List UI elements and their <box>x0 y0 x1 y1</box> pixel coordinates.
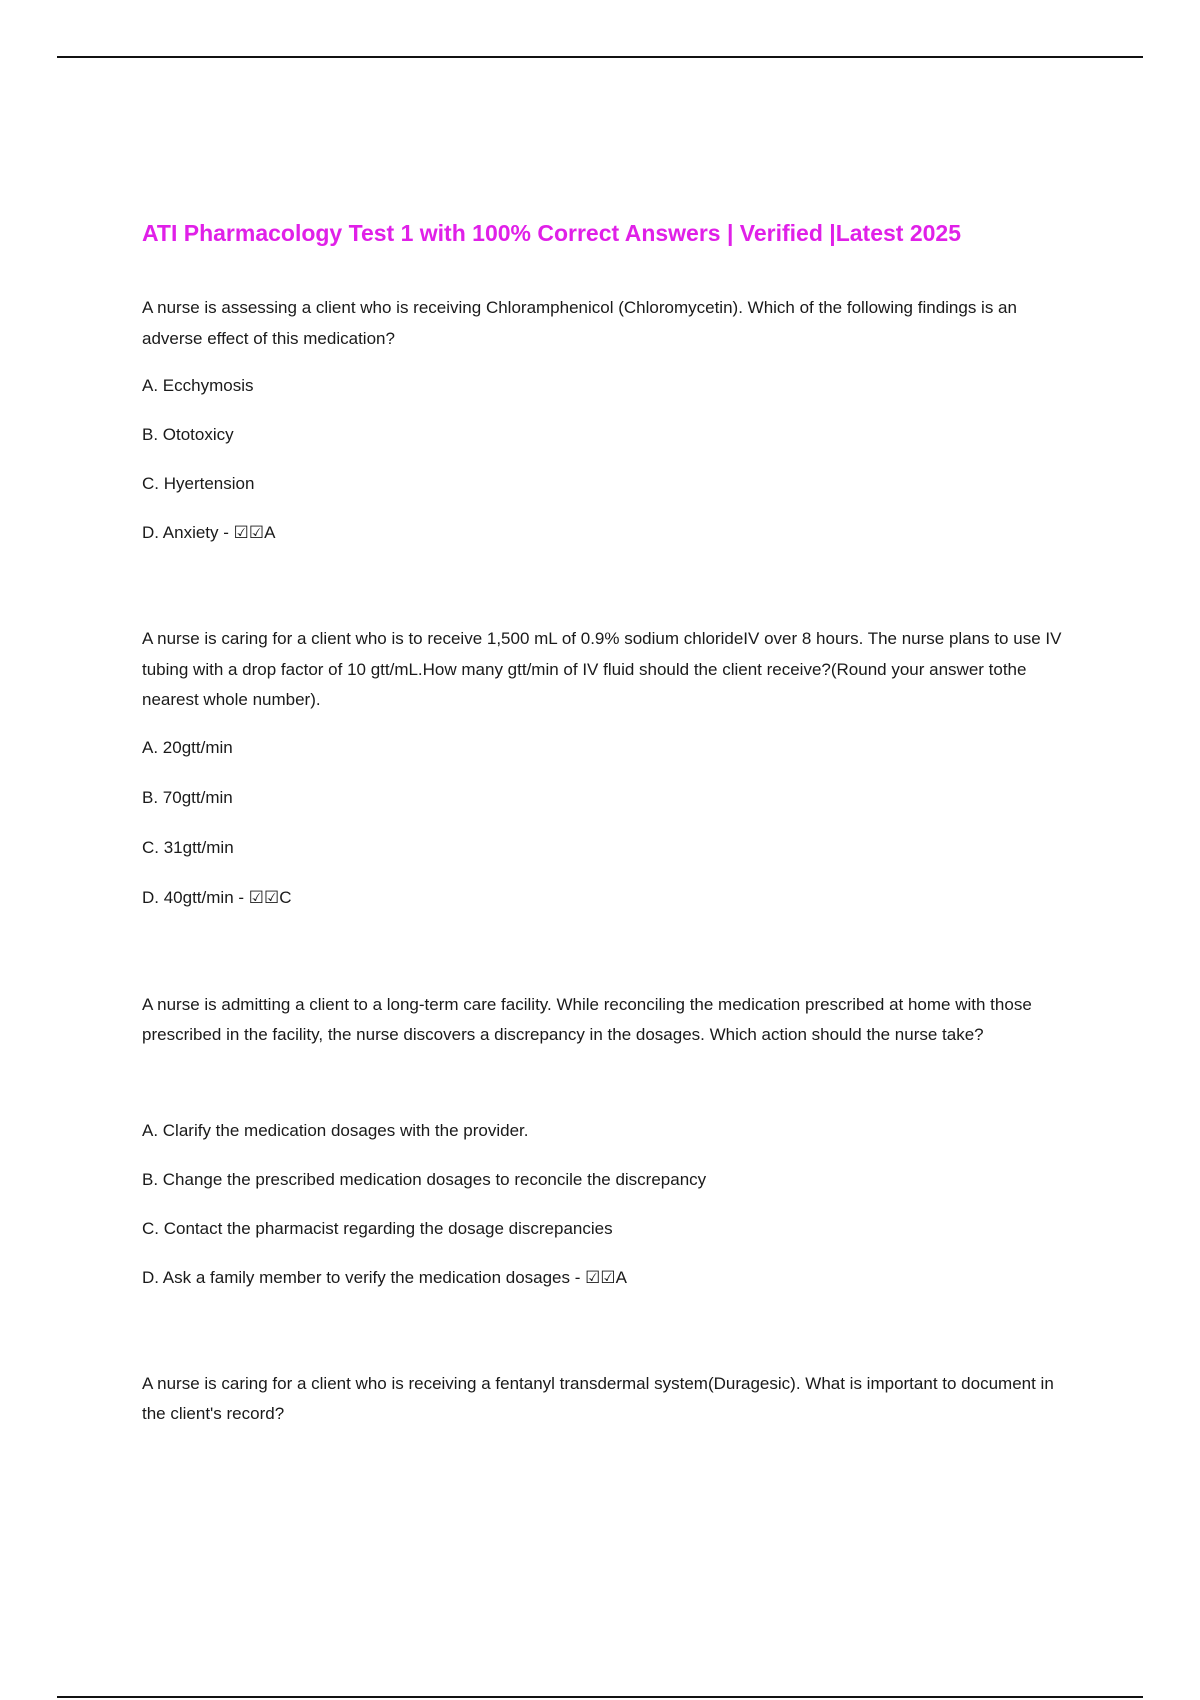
answer-option: C. 31gtt/min <box>142 837 234 857</box>
answer-option: B. 70gtt/min <box>142 787 233 807</box>
bottom-rule <box>57 1696 1143 1698</box>
top-rule <box>57 56 1143 58</box>
question-text: A nurse is admitting a client to a long-term care facility. While reconciling the medication prescribed at home with those prescribed in the facility, the nurse discovers a discrepancy in the dosages. Which action should the nurse take? <box>142 994 1032 1044</box>
answer-option: A. Ecchymosis <box>142 376 254 395</box>
answer-option: A. Clarify the medication dosages with the provider. <box>142 1120 529 1140</box>
question-text: A nurse is caring for a client who is to receive 1,500 mL of 0.9% sodium chlorideIV over 8 hours. The nurse plans to use IV tubing with a drop factor of 10 gtt/mL.How many gtt/min of IV fluid should the client receive?(Round your answer tothe nearest whole number). <box>142 629 1062 709</box>
question-block <box>142 990 1072 1290</box>
document-body <box>142 215 1072 1430</box>
answer-option: D. Ask a family member to verify the medication dosages - ☑☑A <box>142 1267 627 1287</box>
answer-option: B. Change the prescribed medication dosages to reconcile the discrepancy <box>142 1169 707 1189</box>
answer-option: D. Anxiety - ☑☑A <box>142 523 276 542</box>
question-block <box>142 1369 1072 1430</box>
answer-option: C. Hyertension <box>142 474 255 493</box>
question-text: A nurse is caring for a client who is receiving a fentanyl transdermal system(Duragesic). What is important to document in the client's record? <box>142 1373 1054 1423</box>
document-title: ATI Pharmacology Test 1 with 100% Correct Answers | Verified |Latest 2025 <box>142 220 962 246</box>
answer-option: B. Ototoxicy <box>142 425 234 444</box>
answer-option: D. 40gtt/min - ☑☑C <box>142 887 292 907</box>
answer-option: C. Contact the pharmacist regarding the dosage discrepancies <box>142 1218 613 1238</box>
question-block <box>142 293 1072 545</box>
question-text: A nurse is assessing a client who is receiving Chloramphenicol (Chloromycetin). Which of the following findings is an adverse effect of this medication? <box>142 298 1017 348</box>
question-block <box>142 624 1072 910</box>
answer-option: A. 20gtt/min <box>142 737 233 757</box>
